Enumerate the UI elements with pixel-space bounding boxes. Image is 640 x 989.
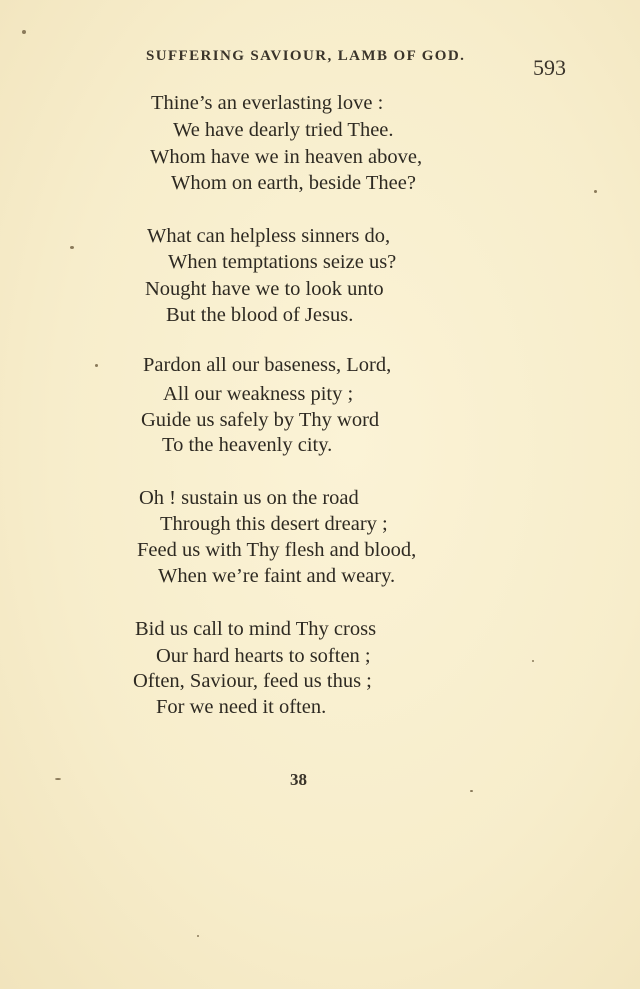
verse-line: For we need it often. [156,696,327,718]
verse-line: When temptations seize us? [168,251,397,273]
paper-speck [532,660,534,662]
verse-line: Through this desert dreary ; [160,513,388,535]
paper-speck [470,790,473,792]
paper-speck [594,190,597,193]
paper-speck [22,30,26,34]
verse-line: But the blood of Jesus. [166,304,354,326]
verse-line: Whom have we in heaven above, [150,146,423,168]
verse-line: Thine’s an everlasting love : [151,92,384,114]
verse-line: Nought have we to look unto [145,278,384,300]
verse-line: Pardon all our baseness, Lord, [143,354,392,376]
paper-speck [55,778,61,780]
verse-line: Often, Saviour, feed us thus ; [133,670,372,692]
paper-speck [197,935,199,937]
verse-line: Feed us with Thy flesh and blood, [137,539,417,561]
paper-speck [95,364,98,367]
verse-line: All our weakness pity ; [163,383,354,405]
verse-line: Our hard hearts to soften ; [156,645,371,667]
verse-line: Guide us safely by Thy word [141,409,380,431]
verse-line: We have dearly tried Thee. [173,119,394,141]
verse-line: To the heavenly city. [162,434,333,456]
signature-mark: 38 [290,770,307,789]
page-number: 593 [533,55,566,80]
verse-line: Whom on earth, beside Thee? [171,172,416,194]
verse-line: What can helpless sinners do, [147,225,391,247]
verse-line: Bid us call to mind Thy cross [135,618,377,640]
running-head: SUFFERING SAVIOUR, LAMB OF GOD. [146,48,466,64]
paper-speck [70,246,74,249]
verse-line: Oh ! sustain us on the road [139,487,359,509]
verse-line: When we’re faint and weary. [158,565,396,587]
